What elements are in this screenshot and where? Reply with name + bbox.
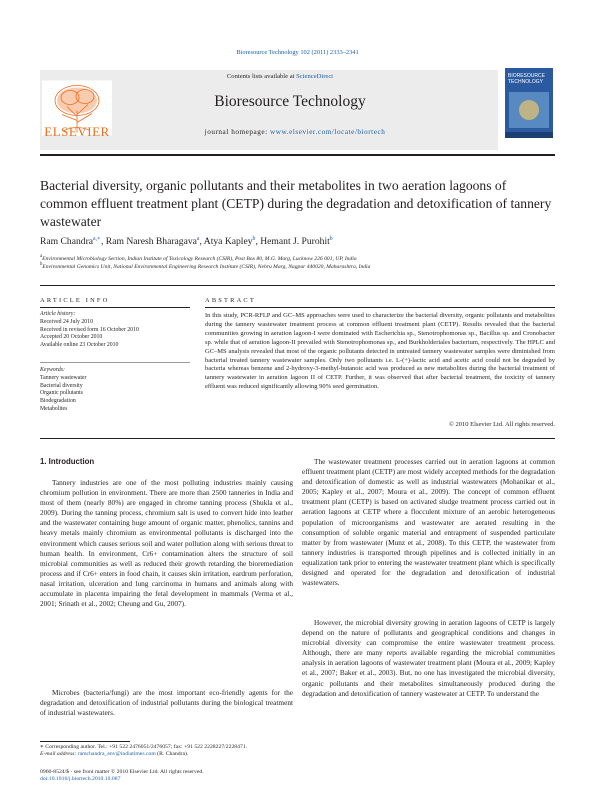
publisher-logo: ELSEVIER <box>44 124 110 139</box>
journal-cover-image[interactable] <box>505 68 553 138</box>
affiliation <box>40 263 555 271</box>
keyword: Organic pollutants <box>40 390 83 397</box>
keyword: Biodegradation <box>40 398 76 405</box>
body-rule <box>40 438 555 439</box>
body-paragraph <box>40 478 293 609</box>
cover-title: BIORESOURCE TECHNOLOGY <box>508 73 545 85</box>
abstract-copyright: © 2010 Elsevier Ltd. All rights reserved. <box>448 421 555 428</box>
keyword: Tannery wastewater <box>40 374 87 381</box>
journal-title: Bioresource Technology <box>214 93 366 110</box>
article-title: Bacterial diversity, organic pollutants and their metabolites in two aeration lagoons of common effluent treatment plant (CETP) during the degradation and detoxification of tannery wastewater <box>40 178 552 229</box>
affiliation-sup: b <box>40 262 43 268</box>
keywords-label: Keywords: <box>40 367 65 373</box>
author-name[interactable]: Ram Chandra <box>40 236 94 247</box>
article-info-heading: ARTICLE INFO <box>40 297 110 304</box>
article-history <box>40 311 190 350</box>
author-name[interactable]: Hemant J. Purohit <box>260 236 330 247</box>
keyword: Bacterial diversity <box>40 382 83 389</box>
footnote <box>40 744 293 759</box>
abstract-heading: ABSTRACT <box>205 297 256 304</box>
homepage-link[interactable]: www.elsevier.com/locate/biortech <box>270 128 386 136</box>
affiliation-text: Environmental Genomics Unit, National Environmental Engineering Research Institute (CSIR), Nehru Marg, Nagpur 440020, Maharashtra, India <box>42 264 371 270</box>
author-name[interactable]: Atya Kapley <box>203 236 253 247</box>
history-item: Received in revised form 16 October 2010 <box>40 326 139 333</box>
cover-art <box>505 68 553 138</box>
body-paragraph <box>40 688 293 718</box>
corresponding-note: ∗ Corresponding author. Tel.: +91 522 2476051/2476057; fax: +91 522 2228227/2228471. <box>40 744 248 750</box>
history-item: Accepted 20 October 2010 <box>40 334 103 341</box>
author-sup[interactable]: a,∗ <box>93 235 101 242</box>
info-rule <box>40 307 190 308</box>
author-sup[interactable]: b <box>329 235 333 242</box>
author-list: Ram Chandra$^{a,∗}$, Ram Naresh Bharagava$^a$, Atya Kapley$^b$, Hemant J. Purohit$^b$ <box>40 235 333 247</box>
body-paragraph <box>302 618 555 699</box>
homepage-line <box>140 128 450 136</box>
affiliation <box>40 255 555 263</box>
header-rule <box>40 154 555 156</box>
email-link[interactable]: ramchandra_env@indiatimes.com <box>77 751 156 758</box>
history-item: Available online 23 October 2010 <box>40 342 119 349</box>
author-sup[interactable]: a <box>196 235 200 242</box>
abstract-text: In this study, PCR-RFLP and GC–MS approaches were used to characterize the bacterial diversity, organic pollutants and metabolites during the tannery wastewater treatment process at common effluent treatment plant (CETP). Results revealed that the bacterial communities growing in aeration lagoon-I were dominated with Escherichia sp., Stenotrophomonas sp., Bacillus sp. and Cronobacter sp. while that of aeration lagoon-II prevailed with Stenotrophomonas sp., and Burkholderiales bacterium, respectively. The HPLC and GC–MS analysis revealed that most of the organic pollutants detected in untreated tannery wastewater samples were diminished from bacterial treated tannery wastewater samples. Only two pollutants i.e. L-(+)-lactic acid and acetic acid could not be degraded by bacteria whereas benzene and 2-hydroxy-3-methyl-butanoic acid was produced as new metabolites during the bacterial treatment of tannery wastewater in aeration lagoon II of CETP. Further, it was observed that after bacterial treatment, the toxicity of tannery effluent was reduced significantly allowing 90% seed germination. <box>205 312 555 391</box>
affiliation-sup: a <box>40 254 43 260</box>
homepage-prefix: journal homepage: <box>204 128 271 136</box>
affiliations <box>40 255 555 271</box>
sciencedirect-link[interactable]: ScienceDirect <box>296 73 334 80</box>
paragraph-text: Microbes (bacteria/fungi) are the most important eco-friendly agents for the degradation and detoxification of industrial pollutants during the biological treatment of industrial wastewaters. <box>40 688 293 718</box>
footnote-rule <box>40 741 130 742</box>
author-sup[interactable]: b <box>252 235 256 242</box>
contents-line <box>140 73 420 80</box>
body-paragraph <box>302 457 555 588</box>
bottom-info <box>40 769 293 784</box>
email-suffix: (R. Chandra). <box>155 751 189 758</box>
author-name[interactable]: Ram Naresh Bharagava <box>105 236 197 247</box>
email-line <box>40 751 293 758</box>
doi-link[interactable]: doi:10.1016/j.biortech.2010.10.087 <box>40 776 121 783</box>
keyword: Metabolites <box>40 405 68 412</box>
issn-line: 0960-8524/$ - see front matter © 2010 Elsevier Ltd. All rights reserved. <box>40 769 204 775</box>
paragraph-text: Tannery industries are one of the most polluting industries mainly causing chromium pollution in environment. There are more than 2500 tanneries in India and most of them (nearly 80%) are engaged in chrome tanning process (Shukla et al., 2009). During the tanning process, chromium salt is used to convert hide into leather and the wastewater containing huge amount of organic matter, phenolics, tannins and heavy metals mainly chromium as environmental pollutants is discharged into the environment which causes serious soil and water pollution along with serious threat to human health. In environment, Cr6+ contamination alters the structure of soil microbial communities as well as reduced their growth retarding the bioremediation process and if Cr6+ enters in food chain, it causes skin irritation, eardrum perforation, nasal irritation, ulceration and lung carcinoma in humans and animals along with accumulate in placenta impairing the fetal development in mammals (Verma et al., 2001; Srinath et al., 2002; Cheung and Gu, 2007). <box>40 478 293 609</box>
intro-heading: 1. Introduction <box>40 457 95 466</box>
contents-prefix: Contents lists available at <box>226 73 297 80</box>
abstract-rule <box>205 307 555 308</box>
email-label: E-mail address: <box>40 751 78 758</box>
history-item: Received 24 July 2010 <box>40 318 93 325</box>
history-label: Article history: <box>40 311 76 317</box>
paragraph-text: However, the microbial diversity growing in aeration lagoons of CETP is largely depend on the nature of pollutants and geographical conditions and changes in microbial diversity can compromise the entire wastewater treatment process. Although, there are many reports available regarding the microbial communities analysis in aeration lagoons of wastewater treatment plant (Moura et al., 2009; Kapley et al., 2007; Baker et al., 2003). But, no one has investigated the microbial diversity, organic pollutants and their metabolites simultaneously produced during the degradation and detoxification of tannery wastewater at CETP. To understand the <box>302 618 555 698</box>
keywords <box>40 367 190 414</box>
journal-citation[interactable]: Bioresource Technology 102 (2011) 2333–2341 <box>236 49 359 56</box>
section-rule <box>40 285 555 286</box>
affiliation-text: Environmental Microbiology Section, Indian Institute of Toxicology Research (CSIR), Post Box 80, M.G. Marg, Lucknow 226 001, UP, India <box>42 256 357 262</box>
paragraph-text: The wastewater treatment processes carried out in aeration lagoons at common effluent treatment plant (CETP) are most widely accepted methods for the degradation and detoxification of domestic as well as industrial wastewaters (Mohanikar et al., 2005; Kapley et al., 2007; Moura et al., 2009). The concept of common effluent treatment plant (CETP) is based on activated sludge treatment process carried out in aeration lagoons at CETP where a flocculent mixture of an aerobic heterogeneous population of microorganisms and wastewater are aerated resulting in the consumption of soluble organic material and entrapment of suspended particulate matter by from wastewater (Munz et al., 2008). To this CETP, the wastewater from tannery industries is transported through pipelines and is collected initially in an equalization tank prior to entering the wastewater treatment plant which is specifically designed and operated for the degradation and detoxification of industrial wastewaters. <box>302 457 555 588</box>
